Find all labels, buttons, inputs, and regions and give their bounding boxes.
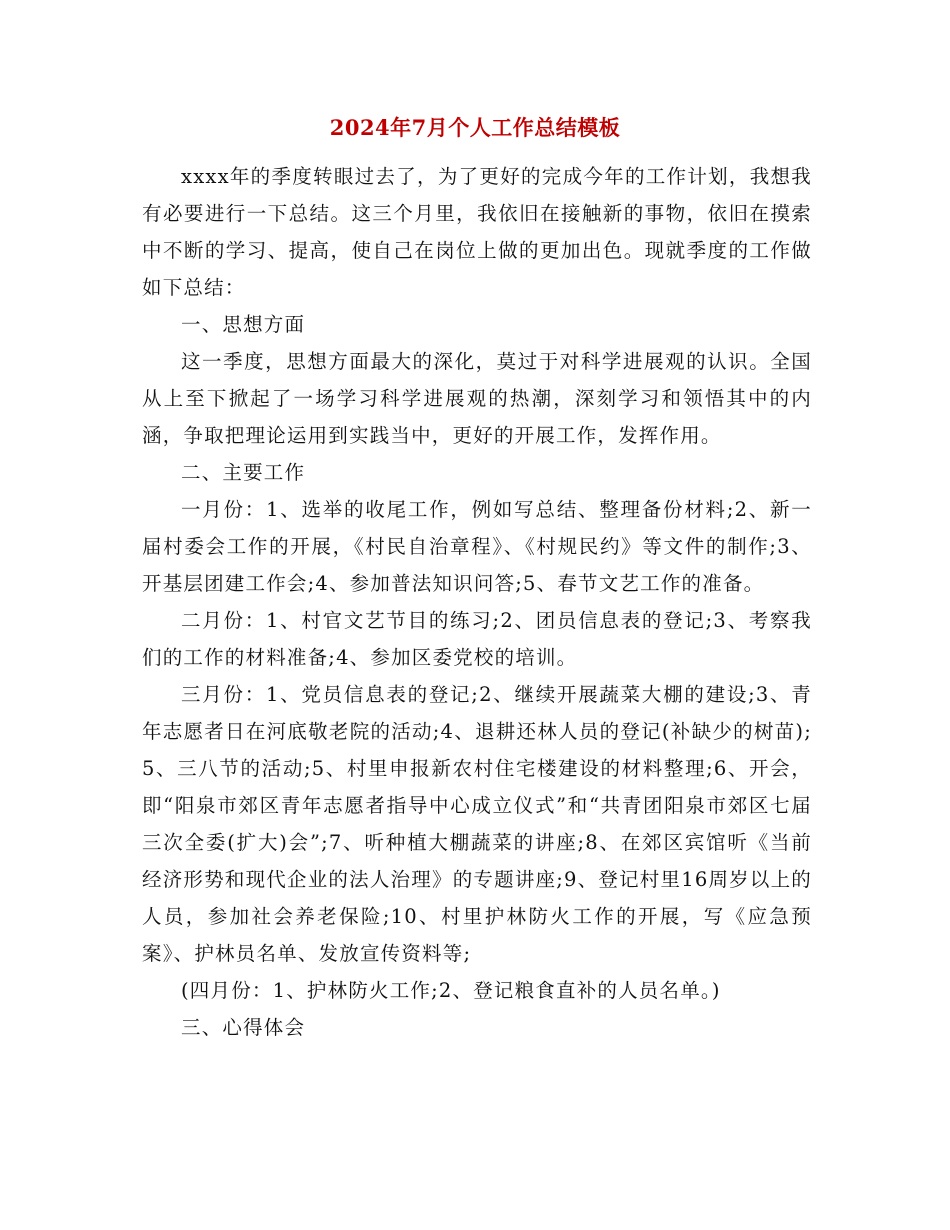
document-body [142,158,812,1046]
march-paragraph: 三月份：1、党员信息表的登记;2、继续开展蔬菜大棚的建设;3、青年志愿者日在河底敬老院的活动;4、退耕还林人员的登记(补缺少的树苗);5、三八节的活动;5、村里申报新农村住宅楼建设的材料整理;6、开会，即“阳泉市郊区青年志愿者指导中心成立仪式”和“共青团阳泉市郊区七届三次全委(扩大)会”;7、听种植大棚蔬菜的讲座;8、在郊区宾馆听《当前经济形势和现代企业的法人治理》的专题讲座;9、登记村里16周岁以上的人员，参加社会养老保险;10、村里护林防火工作的开展，写《应急预案》、护林员名单、发放宣传资料等; [142,683,812,965]
section-heading-thought: 一、思想方面 [181,313,306,336]
april-paragraph: (四月份：1、护林防火工作;2、登记粮食直补的人员名单。) [181,979,721,1002]
document-title: 2024年7月个人工作总结模板 [329,115,621,140]
section-heading-main-work: 二、主要工作 [181,461,306,484]
january-paragraph: 一月份：1、选举的收尾工作，例如写总结、整理备份材料;2、新一届村委会工作的开展，《村民自治章程》、《村规民约》等文件的制作;3、开基层团建工作会;4、参加普法知识问答;5、春节文艺工作的准备。 [142,498,812,595]
february-paragraph: 二月份：1、村官文艺节目的练习;2、团员信息表的登记;3、考察我们的工作的材料准备;4、参加区委党校的培训。 [142,609,812,669]
thought-paragraph: 这一季度，思想方面最大的深化，莫过于对科学进展观的认识。全国从上至下掀起了一场学习科学进展观的热潮，深刻学习和领悟其中的内涵，争取把理论运用到实践当中，更好的开展工作，发挥作用。 [142,350,812,447]
intro-paragraph: xxxx年的季度转眼过去了，为了更好的完成今年的工作计划，我想我有必要进行一下总结。这三个月里，我依旧在接触新的事物，依旧在摸索中不断的学习、提高，使自己在岗位上做的更加出色。现就季度的工作做如下总结： [142,165,812,299]
section-heading-experience: 三、心得体会 [181,1016,306,1039]
